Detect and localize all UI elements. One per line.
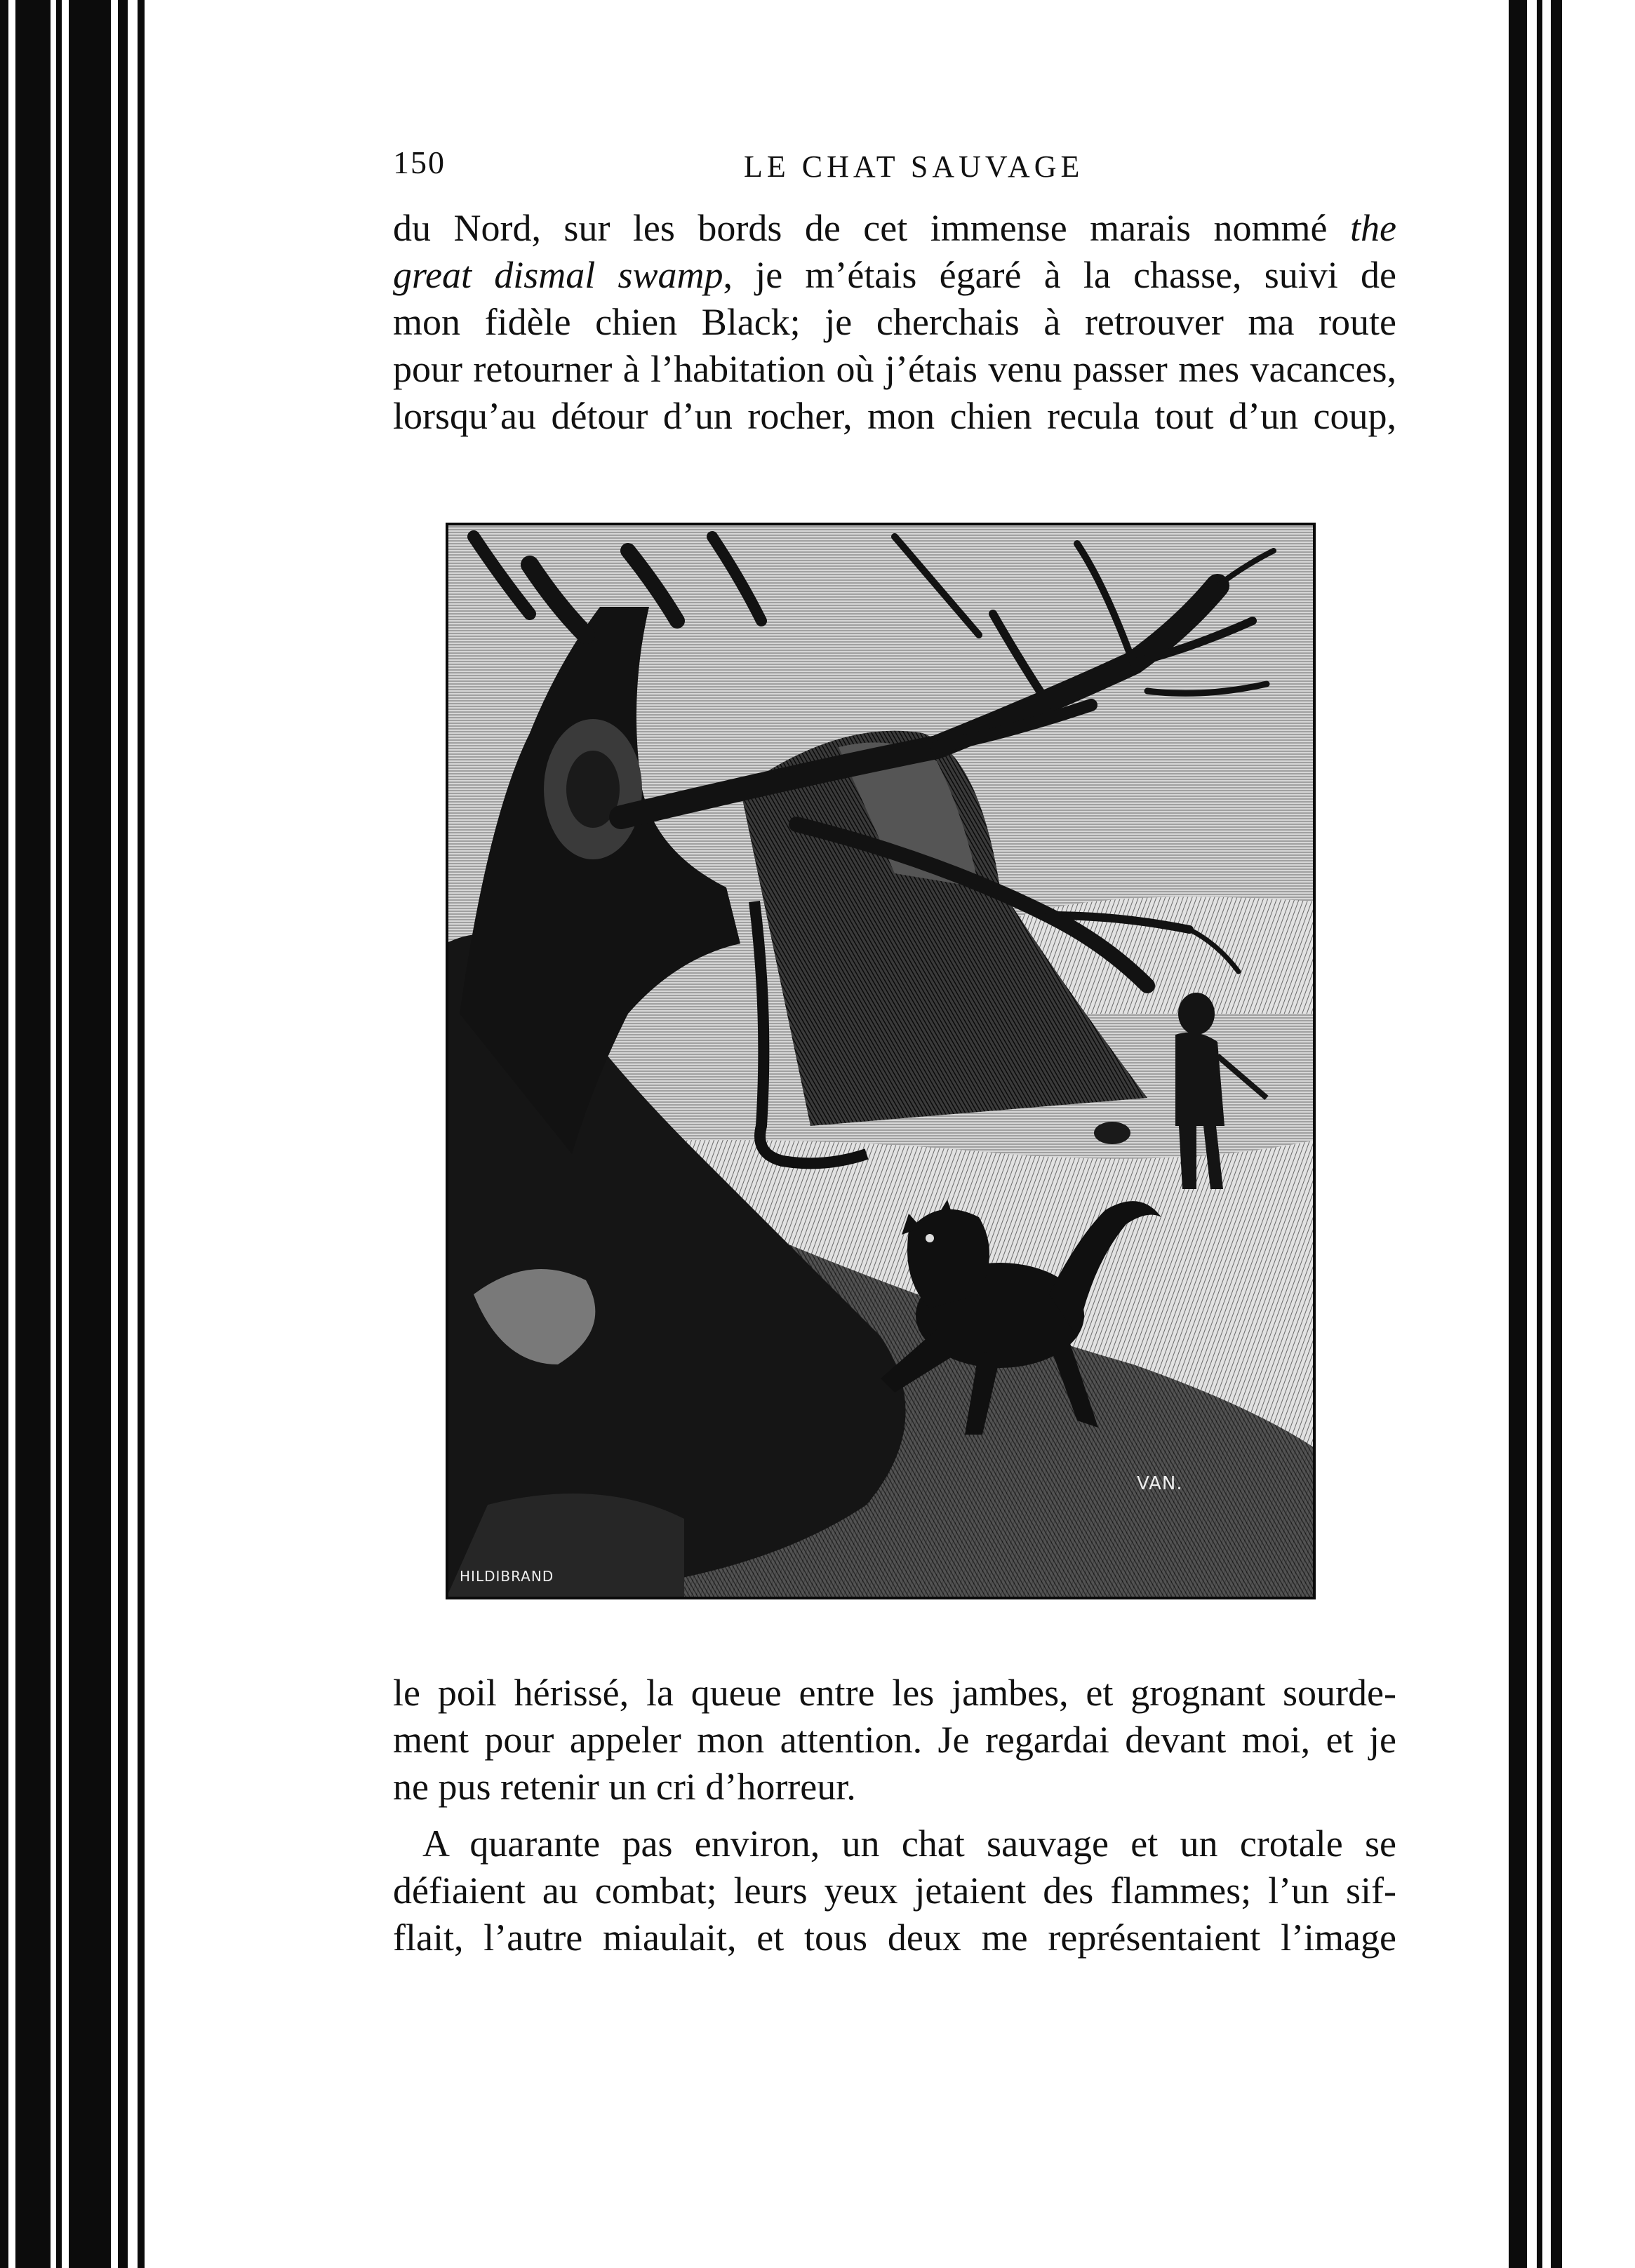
text-line: ne pus retenir un cri d’horreur. — [393, 1766, 856, 1808]
text-line: du Nord, sur les bords de cet immense marais nommé the — [393, 207, 1396, 249]
paragraph-last — [393, 1820, 1396, 1961]
text-line: great dismal swamp, je m’étais égaré à la chasse, suivi de — [393, 254, 1396, 296]
left-book-edge — [0, 0, 163, 2268]
artist-signature-left: HILDIBRAND — [460, 1568, 554, 1585]
text-line: lorsqu’au détour d’un rocher, mon chien recula tout d’un coup, — [393, 395, 1396, 437]
paragraph-bottom — [393, 1670, 1396, 1811]
text-line: le poil hérissé, la queue entre les jambes, et grognant sourde- — [393, 1672, 1396, 1714]
paragraph-top — [393, 205, 1396, 440]
text-line: pour retourner à l’habitation où j’étais venu passer mes vacances, — [393, 348, 1396, 390]
text-line: A quarante pas environ, un chat sauvage et un crotale se — [422, 1823, 1396, 1865]
engraving-illustration — [446, 523, 1316, 1599]
right-book-edge — [1509, 0, 1635, 2268]
page-number: 150 — [393, 145, 446, 180]
text-line: mon fidèle chien Black; je cherchais à retrouver ma route — [393, 301, 1396, 343]
artist-signature-right: VAN. — [1137, 1473, 1183, 1494]
running-title: LE CHAT SAUVAGE — [744, 149, 1084, 184]
text-line: ment pour appeler mon attention. Je regardai devant moi, et je — [393, 1719, 1396, 1761]
text-line: défiaient au combat; leurs yeux jetaient des flammes; l’un sif- — [393, 1870, 1396, 1912]
text-line: flait, l’autre miaulait, et tous deux me représentaient l’image — [393, 1917, 1396, 1959]
